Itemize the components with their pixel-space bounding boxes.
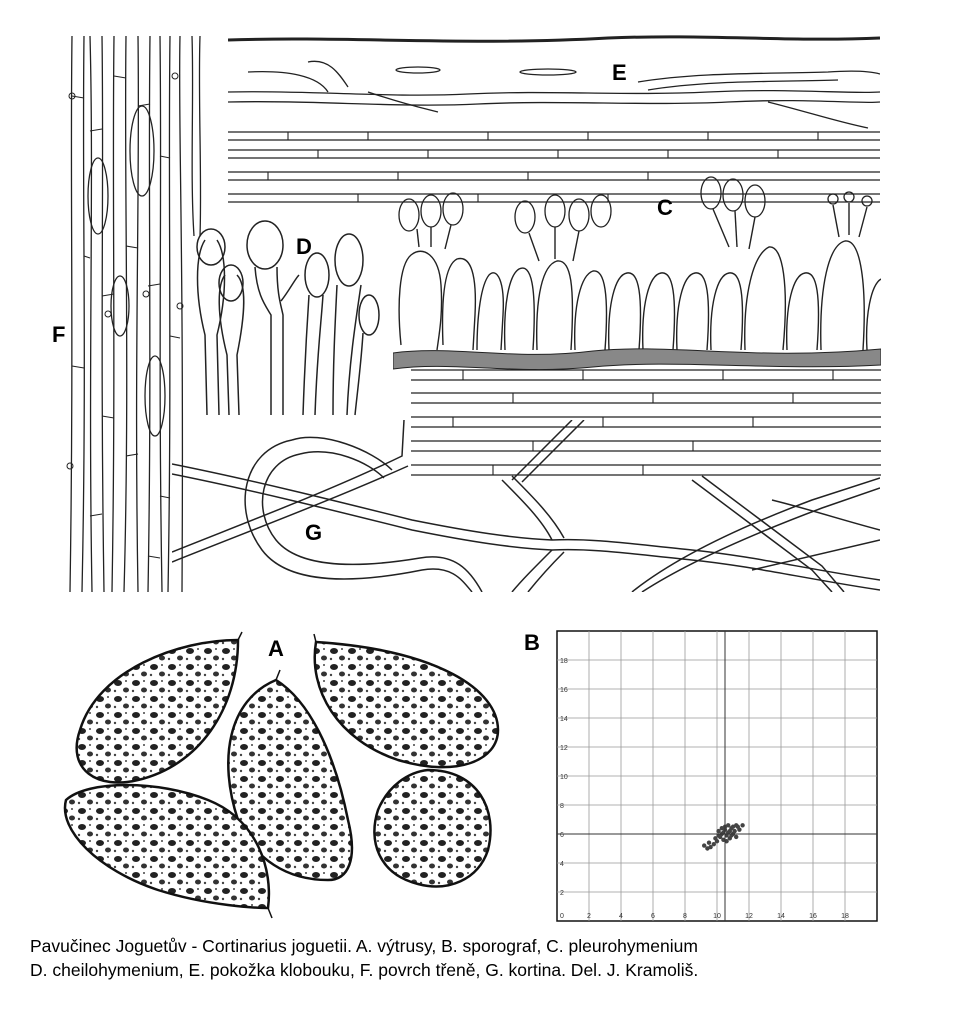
sporograph-chart: [556, 630, 878, 922]
label-c: C: [657, 195, 673, 220]
spore-2: [315, 642, 498, 767]
panel-d-cheilohymenium: [185, 215, 385, 425]
cortina-drawing: [172, 420, 880, 592]
spore-measurement-point: [740, 823, 744, 827]
x-tick-label: 2: [587, 913, 591, 920]
spore-measurement-point: [720, 826, 724, 830]
spore-measurement-point: [737, 827, 741, 831]
x-tick-label: 12: [745, 913, 753, 920]
x-tick-label: 4: [619, 913, 623, 920]
spore-measurement-point: [707, 841, 711, 845]
spores-drawing: [58, 630, 508, 922]
cheilocystidia-drawing: [185, 215, 385, 425]
label-a: A: [268, 636, 284, 661]
y-tick-label: 18: [560, 658, 568, 665]
x-tick-label: 6: [651, 913, 655, 920]
spore-measurement-point: [734, 823, 738, 827]
caption-line-2: D. cheilohymenium, E. pokožka klobouku, F. povrch třeně, G. kortina. Del. J. Kramoliš.: [30, 960, 699, 980]
x-tick-label: 18: [841, 913, 849, 920]
spore-1: [77, 640, 238, 783]
y-tick-label: 4: [560, 861, 564, 868]
x-tick-label: 8: [683, 913, 687, 920]
y-tick-label: 6: [560, 832, 564, 839]
spore-measurement-point: [734, 835, 738, 839]
panel-a-spores: [58, 630, 508, 922]
y-tick-label: 14: [560, 716, 568, 723]
y-tick-label: 12: [560, 745, 568, 752]
x-tick-label: 0: [560, 913, 564, 920]
panel-g-cortina: [172, 420, 880, 592]
y-tick-label: 10: [560, 774, 568, 781]
spore-measurement-point: [726, 823, 730, 827]
y-tick-label: 8: [560, 803, 564, 810]
spore-5: [374, 770, 490, 886]
x-tick-label: 14: [777, 913, 785, 920]
spore-measurement-point: [705, 846, 709, 850]
figure-caption: [30, 934, 930, 982]
label-d: D: [296, 234, 312, 259]
x-tick-label: 16: [809, 913, 817, 920]
label-b: B: [524, 630, 540, 655]
panel-b-sporograph: [556, 630, 878, 922]
caption-line-1: Pavučinec Joguetův - Cortinarius joguetii. A. výtrusy, B. sporograf, C. pleurohymenium: [30, 936, 698, 956]
y-tick-label: 2: [560, 890, 564, 897]
spore-measurement-point: [728, 829, 732, 833]
label-g: G: [305, 520, 323, 545]
y-tick-label: 16: [560, 687, 568, 694]
x-tick-label: 10: [713, 913, 721, 920]
label-e: E: [612, 60, 627, 85]
label-f: F: [52, 322, 66, 347]
